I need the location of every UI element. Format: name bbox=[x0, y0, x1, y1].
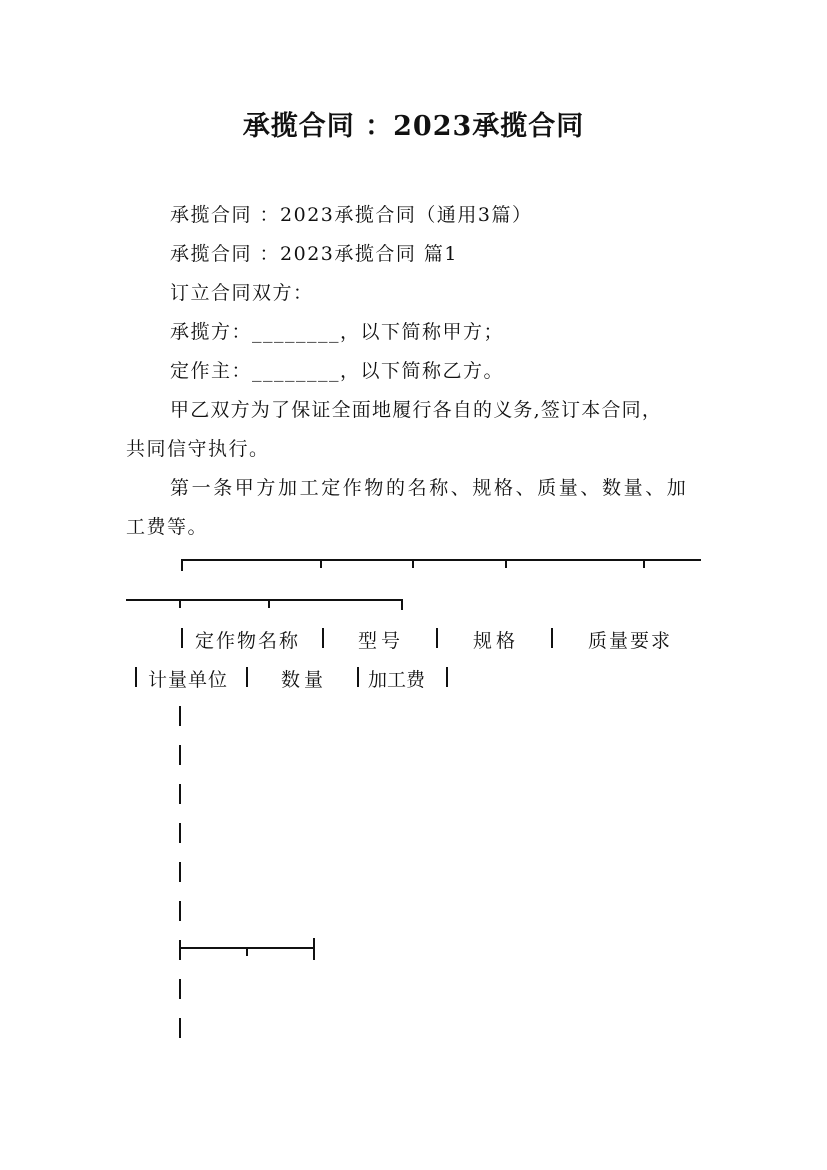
table-header-cell: 定作物名称 bbox=[195, 630, 301, 652]
table-header-cell: 加工费 bbox=[368, 669, 426, 691]
paragraph: 承揽合同 ：2023承揽合同 篇1 bbox=[170, 243, 459, 265]
document-title: 承揽合同 ：2023承揽合同 bbox=[242, 111, 585, 142]
table-header-cell: 数量 bbox=[281, 669, 328, 691]
table-header-cell: 质量要求 bbox=[588, 630, 673, 652]
paragraph: 承揽方：________，以下简称甲方； bbox=[170, 321, 505, 343]
table-header-cell: 型号 bbox=[358, 630, 405, 652]
paragraph: 共同信守执行。 bbox=[126, 438, 270, 460]
paragraph: 第一条甲方加工定作物的名称、规格、质量、数量、加 bbox=[170, 477, 689, 499]
paragraph: 工费等。 bbox=[126, 516, 209, 538]
paragraph: 甲乙双方为了保证全面地履行各自的义务,签订本合同， bbox=[170, 399, 663, 421]
paragraph: 承揽合同 ：2023承揽合同（通用3篇） bbox=[170, 204, 533, 226]
table-header-cell: 规格 bbox=[473, 630, 520, 652]
paragraph: 定作主：________，以下简称乙方。 bbox=[170, 360, 505, 382]
paragraph: 订立合同双方： bbox=[170, 282, 314, 304]
table-header-cell: 计量单位 bbox=[148, 669, 229, 691]
